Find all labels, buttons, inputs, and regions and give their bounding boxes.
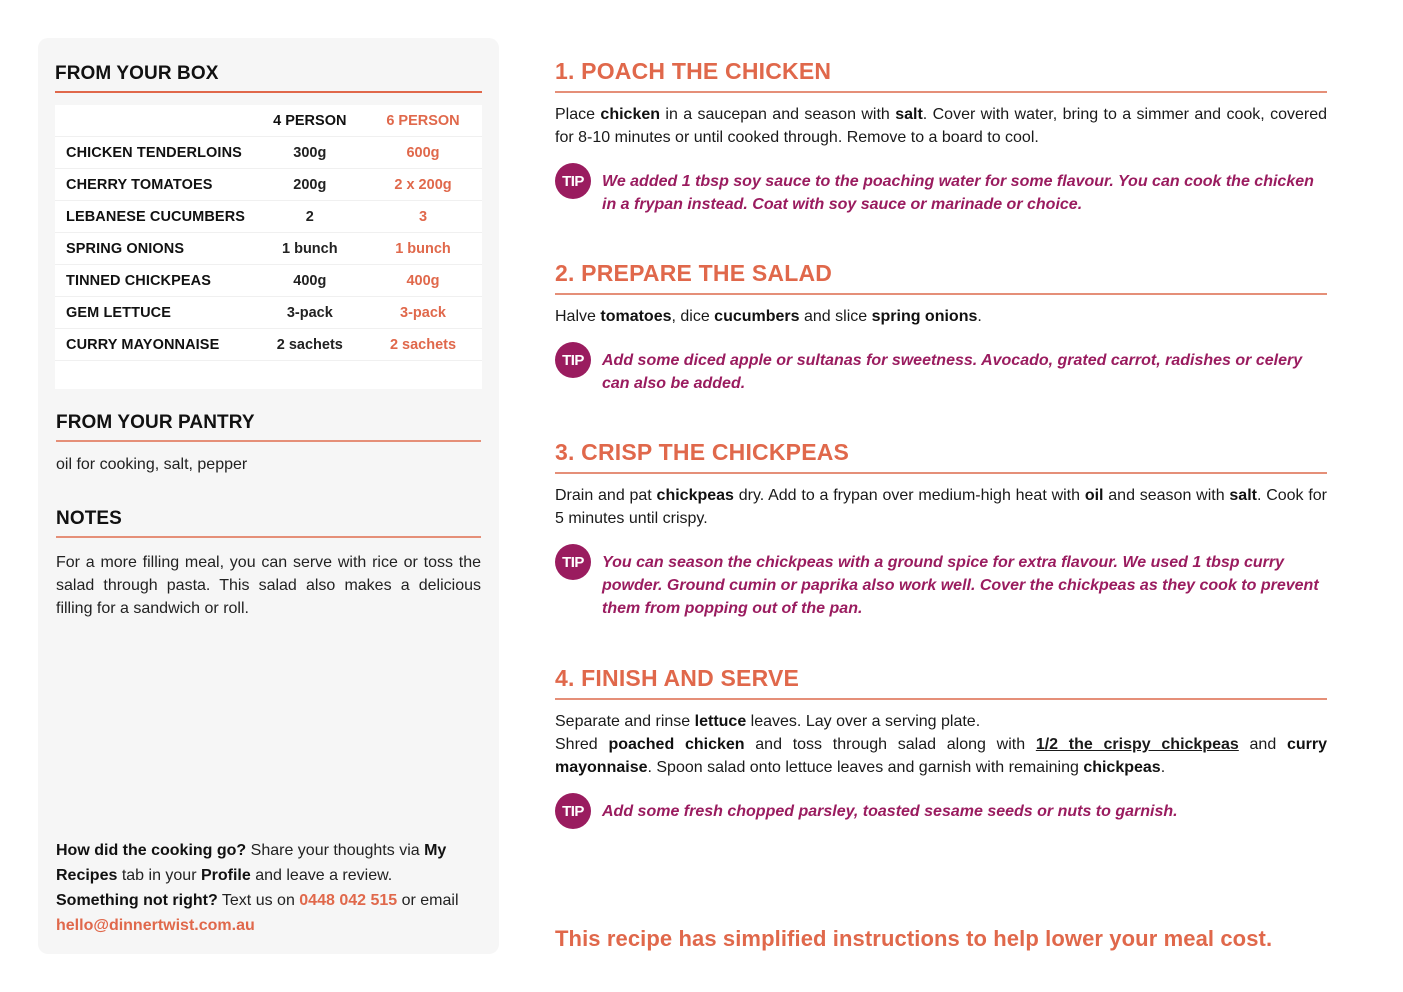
table-row [55,297,482,329]
tip-badge-icon: TIP [555,163,591,199]
quantity-4-person: 300g [293,144,327,161]
step-title: 2. PREPARE THE SALAD [555,260,1327,295]
bold-ingredient: salt [1229,487,1257,504]
ingredient-name: TINNED CHICKPEAS [66,272,211,289]
my-recipes-label: My Recipes [56,842,447,884]
step-text: . [1160,759,1166,776]
quantity-4-person: 400g [293,272,327,289]
ingredient-name: CHERRY TOMATOES [66,176,213,193]
bold-ingredient: tomatoes [600,308,672,325]
pantry-items: oil for cooking, salt, pepper [56,456,248,473]
step-text: Halve [555,308,601,325]
from-your-pantry-title: FROM YOUR PANTRY [56,412,481,442]
step-text: . Cook for 5 minutes until crispy. [555,487,1328,527]
support-phone-link[interactable]: 0448 042 515 [299,892,398,909]
feedback-text: and leave a review. [250,867,393,884]
quantity-6-person: 400g [406,272,440,289]
step-text: . [977,308,982,325]
tip-text: Add some diced apple or sultanas for sweetness. Avocado, grated carrot, radishes or celery can also be added. [602,352,1303,392]
tip-text: You can season the chickpeas with a ground spice for extra flavour. We used 1 tbsp curry powder. Ground cumin or paprika also work well. Cover the chickpeas as they cook to prevent them from popping out of the pan. [602,554,1319,617]
bold-ingredient: curry mayonnaise [555,736,1327,776]
step-title: 1. POACH THE CHICKEN [555,58,1327,93]
tip-text: Add some fresh chopped parsley, toasted sesame seeds or nuts to garnish. [602,803,1178,820]
bold-ingredient: spring onions [871,308,978,325]
step-text: . Spoon salad onto lettuce leaves and garnish with remaining [647,759,1084,776]
notes-title: NOTES [56,508,481,538]
ingredient-name: SPRING ONIONS [66,240,185,257]
step-body [555,305,1327,328]
step-4 [555,665,1327,829]
table-row [55,265,482,297]
quantity-4-person: 200g [293,176,327,193]
step-text: and [1238,736,1287,753]
table-row [55,329,482,361]
step-text: dry. Add to a frypan over medium-high heat with [733,487,1085,504]
step-text: leaves. Lay over a serving plate. [746,713,981,730]
bold-ingredient: lettuce [694,713,747,730]
bold-ingredient: oil [1084,487,1104,504]
step-title: 4. FINISH AND SERVE [555,665,1327,700]
quantity-6-person: 2 sachets [389,336,457,353]
support-text: or email [397,892,459,909]
step-body [555,710,1327,779]
step-text: and toss through salad along with [744,736,1036,753]
step-text: , dice [671,308,715,325]
quantity-6-person: 600g [406,144,440,161]
quantity-4-person: 2 [305,208,314,225]
feedback-question: How did the cooking go? [56,842,247,859]
table-header-row [55,105,482,137]
bold-ingredient: chicken [600,106,661,123]
profile-label: Profile [200,867,251,884]
quantity-6-person: 3-pack [400,304,446,321]
step-text: . Cover with water, bring to a simmer and cook, covered for 8-10 minutes or until cooked through. Remove to a board to cool. [555,106,1328,146]
notes-text: For a more filling meal, you can serve with rice or toss the salad through pasta. This salad also makes a delicious filling for a sandwich or roll. [56,554,481,617]
step-text: in a saucepan and season with [660,106,896,123]
feedback-block [56,838,475,938]
ingredient-name: CURRY MAYONNAISE [66,336,220,353]
support-email-link[interactable]: hello@dinnertwist.com.au [56,917,255,934]
table-row [55,201,482,233]
feedback-text: Share your thoughts via [246,842,425,859]
step-text: Place [555,106,601,123]
simplified-recipe-note: This recipe has simplified instructions to help lower your meal cost. [555,926,1273,951]
quantity-4-person: 2 sachets [276,336,343,353]
ingredients-table [55,105,482,389]
table-row [55,169,482,201]
column-header-4-person: 4 PERSON [273,112,347,129]
table-row [55,233,482,265]
step-text: and season with [1103,487,1230,504]
quantity-6-person: 2 x 200g [394,176,452,193]
step-title: 3. CRISP THE CHICKPEAS [555,439,1327,474]
support-question: Something not right? [56,892,218,909]
column-header-6-person: 6 PERSON [386,112,460,129]
step-3 [555,439,1327,620]
quantity-4-person: 3-pack [286,304,333,321]
ingredients-sidebar [38,38,499,954]
tip [555,546,1327,620]
tip [555,344,1327,395]
step-1 [555,58,1327,216]
tip [555,165,1327,216]
ingredient-name: GEM LETTUCE [66,304,172,321]
quantity-4-person: 1 bunch [282,240,338,257]
tip-badge-icon: TIP [555,342,591,378]
from-your-box-title: FROM YOUR BOX [55,63,482,93]
bold-ingredient: poached chicken [608,736,745,753]
feedback-text: tab in your [117,867,201,884]
tip-badge-icon: TIP [555,793,591,829]
bold-ingredient: salt [895,106,923,123]
ingredient-name: LEBANESE CUCUMBERS [66,208,246,225]
support-text: Text us on [217,892,300,909]
step-text: and slice [799,308,872,325]
quantity-6-person: 1 bunch [395,240,451,257]
tip-text: We added 1 tbsp soy sauce to the poaching water for some flavour. You can cook the chicken in a frypan instead. Coat with soy sauce or marinade or choice. [602,173,1314,213]
step-text: Drain and pat [555,487,657,504]
step-text: Separate and rinse [555,713,695,730]
bold-ingredient: chickpeas [1083,759,1161,776]
tip [555,795,1327,829]
table-row [55,137,482,169]
tip-badge-icon: TIP [555,544,591,580]
step-body [555,484,1327,530]
step-2 [555,260,1327,395]
underlined-instruction: 1/2 the crispy chickpeas [1035,736,1239,753]
bold-ingredient: chickpeas [656,487,734,504]
ingredient-name: CHICKEN TENDERLOINS [66,144,242,161]
quantity-6-person: 3 [418,208,428,225]
step-body [555,103,1327,149]
bold-ingredient: cucumbers [714,308,800,325]
step-text: Shred [555,736,609,753]
